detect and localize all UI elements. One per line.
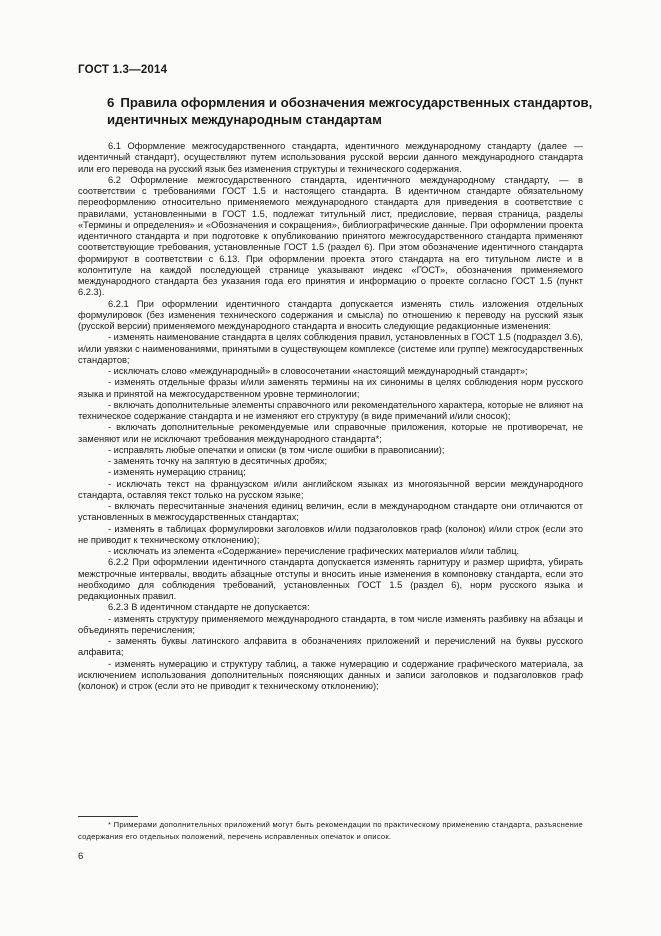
list-item: - изменять в таблицах формулировки заголовков и/или подзаголовков граф (колонок) и/или строк (если это не приводит к техническому отклонению); (78, 523, 583, 545)
list-item: - заменять буквы латинского алфавита в обозначениях приложений и перечислений на буквы русского алфавита; (78, 636, 583, 658)
paragraph-6-2-1: 6.2.1 При оформлении идентичного стандарта допускается изменять стиль изложения отдельных формулировок (без изменения технического содержания и смысла) по отношению к переводу на русский язык (русской версии) применяемого международного стандарта и вносить следующие редакционные изменения: (78, 298, 583, 331)
footnote-divider (78, 816, 138, 817)
footnote: * Примерами дополнительных приложений могут быть рекомендации по практическому применению стандарта, разъяснение содержания его отдельных положений, перечень исправленных опечаток и описок. (78, 820, 583, 841)
list-item: - исключать слово «международный» в словосочетании «настоящий международный стандарт»; (108, 366, 528, 376)
list-item: - изменять наименование стандарта в целях соблюдения правил, установленных в ГОСТ 1.5 (подраздел 3.6), и/или увязки с наименованиями, принятыми в существующем комплексе (системе или группе) межгосударственных стандартов; (78, 332, 584, 365)
list-item: - изменять нумерацию страниц; (108, 467, 246, 478)
section-number: 6 (107, 95, 115, 110)
paragraph-6-2-2: 6.2.2 При оформлении идентичного стандарта допускается изменять гарнитуру и размер шрифта, убирать межстрочные интервалы, вводить абзацные отступы и вносить иные изменения в компоновку стандарта, если это необходимо для соблюдения требований, установленных ГОСТ 1.5 (раздел 6), норм русского языка и редакционных правил. (78, 557, 583, 601)
page-number: 6 (78, 851, 84, 862)
list-item: - исправлять любые опечатки и описки (в том числе ошибки в правописании); (108, 444, 445, 455)
paragraph-6-2: 6.2 Оформление межгосударственного стандарта, идентичного международному стандарту, — в соответствии с требованиями ГОСТ 1.5 и настоящего стандарта. В идентичном стандарте обязательному переоформлению относительно применяемого международного стандарта для приведения в соответствие с правилами, установленными в ГОСТ 1.5, подлежат титульный лист, предисловие, первая страница, разделы «Термины и определения» и «Обозначения и сокращения», библиографические данные. При оформлении проекта идентичного стандарта и при подготовке к опубликованию принятого межгосударственного стандарта применяют соответствующие требования, установленные ГОСТ 1.5 (раздел 6). При этом обозначение идентичного стандарта формируют в соответствии с 6.13. При оформлении проекта этого стандарта на его титульном листе и в колонтитуле на каждой последующей странице указывают индекс «ГОСТ», обозначения применяемого международного стандарта без указания года его принятия и информацию о проекте согласно ГОСТ 1.5 (пункт 6.2.3). (78, 174, 583, 298)
paragraph-6-1: 6.1 Оформление межгосударственного стандарта, идентичного международному стандарту (далее — идентичный стандарт), осуществляют путем использования русской версии данного международного стандарта или его перевода на русский язык без изменения структуры и технического содержания. (78, 141, 583, 174)
list-item: - изменять структуру применяемого международного стандарта, в том числе изменять разбивку на абзацы и объединять перечисления; (78, 613, 583, 635)
list-item: - изменять отдельные фразы и/или заменять термины на их синонимы в целях соблюдения норм русского языка и принятой на межгосударственном уровне терминологии; (78, 377, 583, 399)
list-item: - исключать текст на французском и/или английском языках из многоязычной версии международного стандарта, оставляя текст только на русском языке; (78, 478, 583, 500)
list-item: - включать дополнительные элементы справочного или рекомендательного характера, которые не влияют на техническое содержание стандарта и не изменяют его структуру (в виде примечаний и/или сносок); (78, 399, 583, 421)
list-item: - исключать из элемента «Содержание» перечисление графических материалов и/или таблиц. (108, 546, 520, 556)
section-title-text: Правила оформления и обозначения межгосударственных стандартов, идентичных международным стандартам (107, 95, 593, 127)
document-code-header: ГОСТ 1.3—2014 (78, 64, 168, 76)
list-item: - включать пересчитанные значения единиц величин, если в международном стандарте они отличаются от установленных в межгосударственных стандартах; (78, 501, 583, 523)
list-item: - изменять нумерацию и структуру таблиц, а также нумерацию и содержание графического материала, за исключением использования дополнительных поясняющих данных и записи заголовков и подзаголовков граф (колонок) и строк (если это не приводит к техническому отклонению); (78, 658, 583, 691)
body-text (78, 141, 583, 692)
paragraph-6-2-3: 6.2.3 В идентичном стандарте не допускается: (108, 602, 310, 613)
list-item: - включать дополнительные рекомендуемые или справочные приложения, которые не противоречат, не заменяют или не исключают требования международного стандарта*; (78, 422, 583, 444)
section-title (107, 94, 607, 128)
list-item: - заменять точку на запятую в десятичных дробях; (108, 456, 328, 466)
